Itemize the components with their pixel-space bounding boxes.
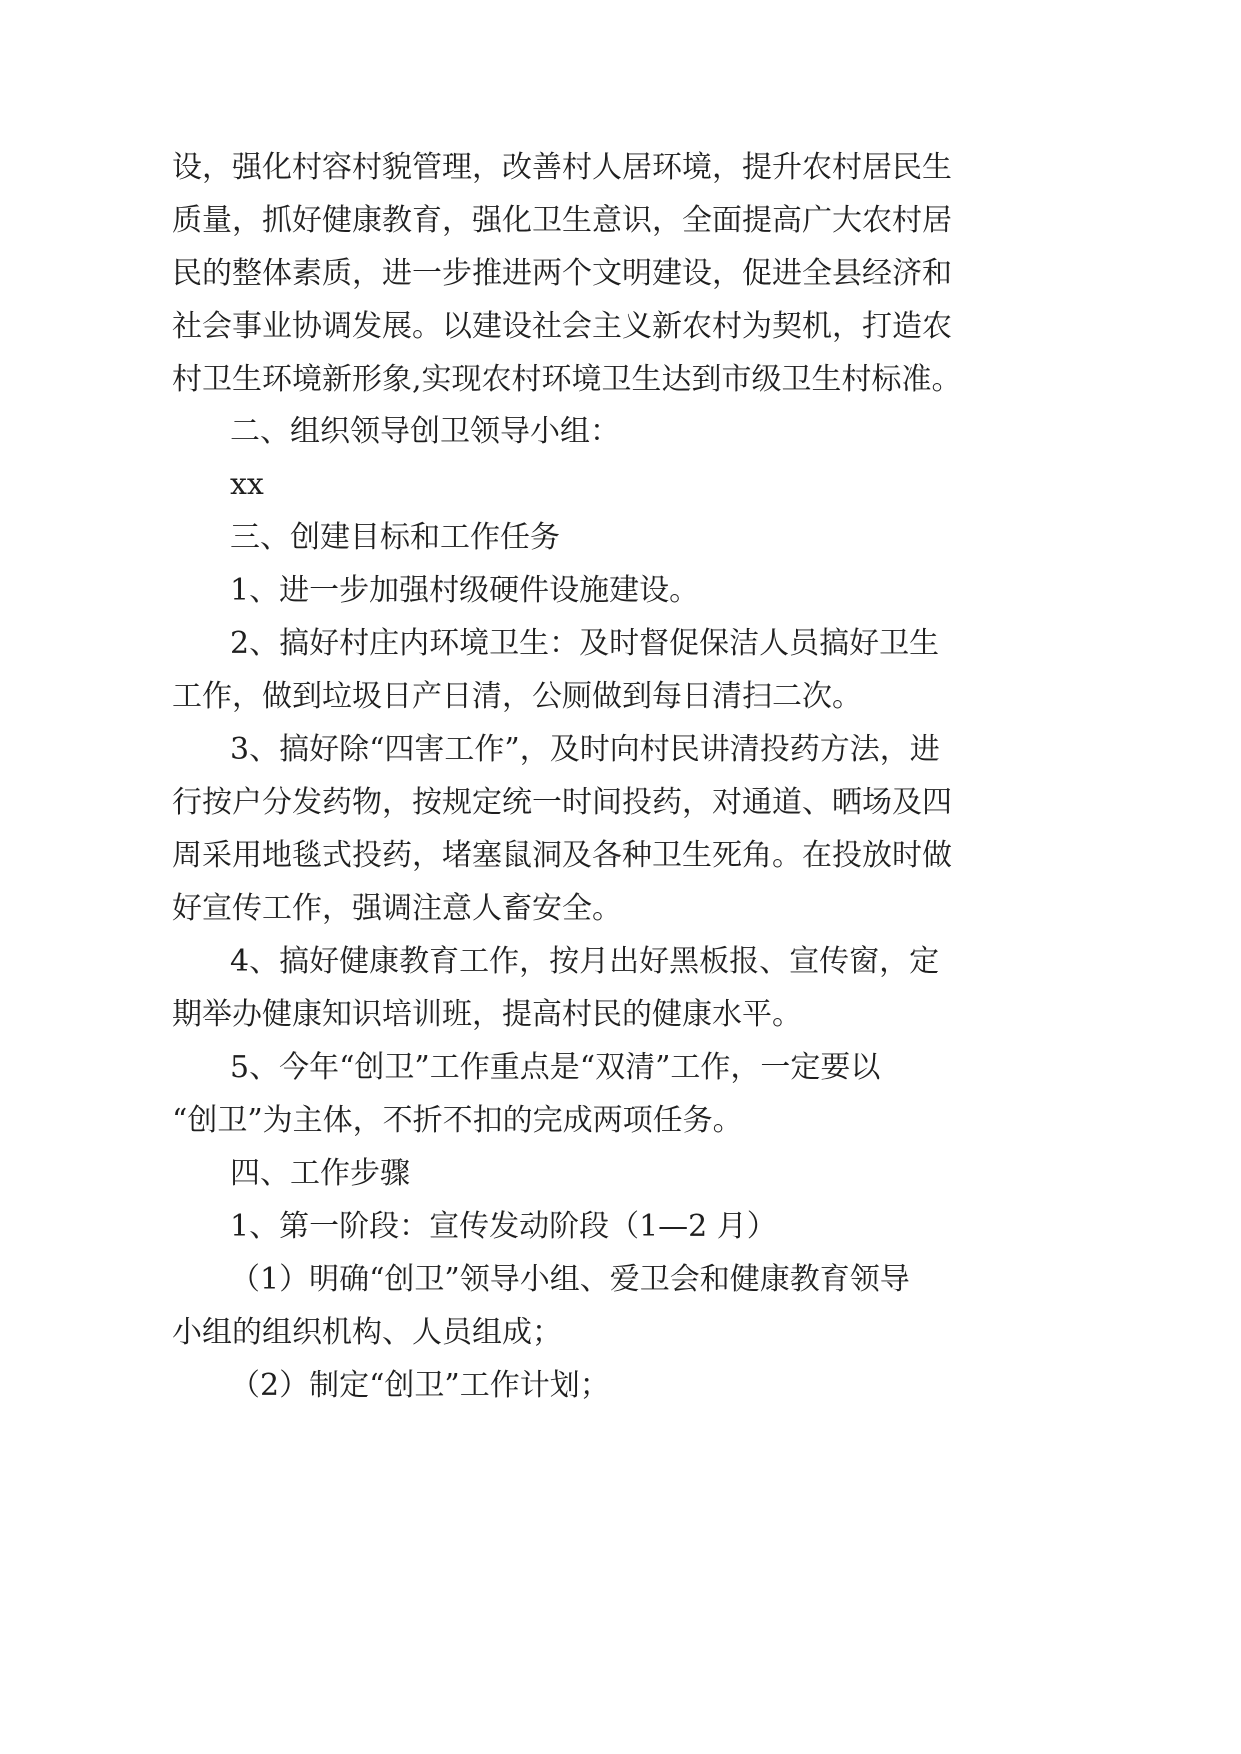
heading-organization: 二、组织领导创卫领导小组： (230, 414, 620, 449)
text-line-17: 期举办健康知识培训班，提高村民的健康水平。 (172, 997, 802, 1032)
text-line-12: 3、搞好除“四害工作”，及时向村民讲清投药方法，进 (230, 732, 940, 767)
text-line-21: 1、第一阶段：宣传发动阶段（1—2 月） (230, 1209, 777, 1244)
text-line-2: 质量，抓好健康教育，强化卫生意识，全面提高广大农村居 (172, 203, 952, 238)
text-line-18: 5、今年“创卫”工作重点是“双清”工作，一定要以 (230, 1050, 881, 1085)
text-line-13: 行按户分发药物，按规定统一时间投药，对通道、晒场及四 (172, 785, 952, 820)
text-line-14: 周采用地毯式投药，堵塞鼠洞及各种卫生死角。在投放时做 (172, 838, 952, 873)
text-line-1: 设，强化村容村貌管理，改善村人居环境，提升农村居民生 (172, 150, 952, 185)
text-line-15: 好宣传工作，强调注意人畜安全。 (172, 891, 622, 926)
text-line-22: （1）明确“创卫”领导小组、爱卫会和健康教育领导 (230, 1262, 910, 1297)
text-line-10: 2、搞好村庄内环境卫生：及时督促保洁人员搞好卫生 (230, 626, 940, 661)
text-line-23: 小组的组织机构、人员组成； (172, 1315, 562, 1350)
text-line-3: 民的整体素质，进一步推进两个文明建设，促进全县经济和 (172, 256, 952, 291)
text-line-24: （2）制定“创卫”工作计划； (230, 1368, 610, 1403)
text-line-19: “创卫”为主体，不折不扣的完成两项任务。 (172, 1103, 743, 1138)
text-line-11: 工作，做到垃圾日产日清，公厕做到每日清扫二次。 (172, 679, 862, 714)
text-line-4: 社会事业协调发展。以建设社会主义新农村为契机，打造农 (172, 309, 952, 344)
text-line-16: 4、搞好健康教育工作，按月出好黑板报、宣传窗，定 (230, 944, 940, 979)
text-line-9: 1、进一步加强村级硬件设施建设。 (230, 573, 700, 608)
text-line-5: 村卫生环境新形象,实现农村环境卫生达到市级卫生村标准。 (172, 362, 962, 397)
placeholder-names: xx (230, 467, 264, 502)
heading-steps: 四、工作步骤 (230, 1156, 410, 1191)
heading-goals: 三、创建目标和工作任务 (230, 520, 560, 555)
